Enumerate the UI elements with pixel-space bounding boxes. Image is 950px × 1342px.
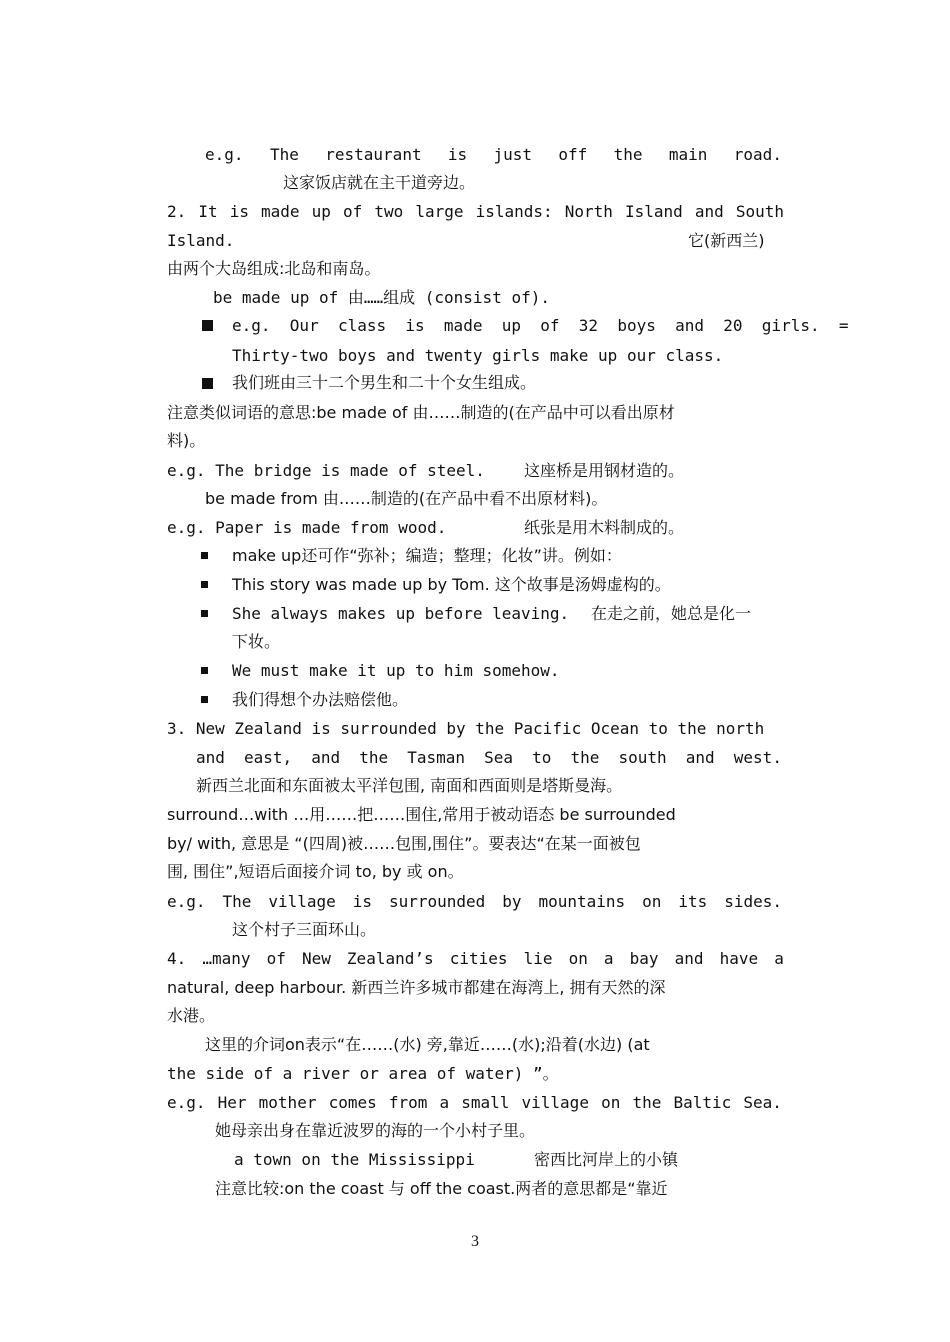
word: It: [198, 202, 218, 221]
bullet-square-icon: [202, 320, 213, 331]
word: 4.: [167, 949, 187, 968]
word: e.g.: [167, 1093, 206, 1112]
note-line: 围, 围住”,短语后面接介词 to, by 或 on。: [167, 862, 464, 881]
example-phrase: a town on the Mississippi: [234, 1150, 475, 1169]
word: on: [642, 892, 662, 911]
bullet-item: make up还可作“弥补；编造；整理；化妆”讲。例如：: [232, 546, 622, 565]
text-line: 水港。: [167, 1006, 216, 1025]
translation-line: 这家饭店就在主干道旁边。: [283, 173, 476, 192]
word: Sea.: [743, 1093, 782, 1112]
note-line: surround…with …用……把……围住,常用于被动语态 be surrounded: [167, 805, 676, 824]
example-sentence: [167, 892, 782, 912]
word: off: [558, 145, 588, 164]
point-3-heading-cont: [196, 748, 782, 768]
bullet-small-square-icon: [201, 552, 208, 559]
example-label: e.g.: [205, 145, 244, 164]
note-line: by/ with, 意思是 “(四周)被……包围,围住”。要表达“在某一面被包: [167, 834, 641, 853]
bullet-small-square-icon: [201, 581, 208, 588]
point-4-heading: [167, 949, 784, 969]
translation-line: 密西比河岸上的小镇: [534, 1150, 679, 1169]
word: surrounded: [388, 892, 486, 911]
word: and: [311, 748, 341, 767]
example-sentence: e.g. Paper is made from wood.: [167, 518, 447, 537]
word: a: [439, 1093, 450, 1112]
word: The: [270, 145, 299, 164]
word: e.g.: [167, 892, 206, 911]
word: is: [447, 145, 468, 164]
word: road.: [733, 145, 782, 164]
word: from: [388, 1093, 428, 1112]
note-line: 注意类似词语的意思:be made of 由……制造的(在产品中可以看出原材: [167, 403, 675, 422]
word: small: [461, 1093, 510, 1112]
word: and: [685, 748, 715, 767]
example-sentence: e.g. Our class is made up of 32 boys and 20 girls. =: [232, 316, 849, 335]
translation-line: 她母亲出身在靠近波罗的海的一个小村子里。: [215, 1121, 536, 1140]
word: bay: [629, 949, 659, 968]
word: Sea: [484, 748, 514, 767]
phrase-definition: be made up of 由……组成 (consist of).: [213, 288, 550, 307]
word: up: [311, 202, 331, 221]
point-2-heading: [167, 202, 784, 222]
word: a: [774, 949, 784, 968]
word: a: [603, 949, 614, 968]
translation-line: 这座桥是用钢材造的。: [524, 461, 685, 480]
word: mountains: [538, 892, 626, 911]
word: made: [261, 202, 300, 221]
word: 2.: [167, 202, 187, 221]
word: North: [564, 202, 613, 221]
bullet-item: We must make it up to him somehow.: [232, 661, 560, 680]
example-sentence: e.g. The bridge is made of steel.: [167, 461, 485, 480]
word: sides.: [724, 892, 782, 911]
example-sentence: [167, 1093, 782, 1113]
word: of: [342, 202, 363, 221]
word: and: [694, 202, 724, 221]
word: South: [735, 202, 784, 221]
word: cities: [449, 949, 508, 968]
word: village: [268, 892, 336, 911]
word: on: [568, 949, 588, 968]
note-line: 注意比较:on the coast 与 off the coast.两者的意思都是“靠近: [215, 1179, 668, 1198]
word: west.: [733, 748, 782, 767]
bullet-item: She always makes up before leaving.: [232, 604, 570, 623]
phrase-definition: be made from 由……制造的(在产品中看不出原材料)。: [205, 489, 608, 508]
word: comes: [328, 1093, 377, 1112]
bullet-item: 我们得想个办法赔偿他。: [232, 690, 409, 709]
word: lie: [523, 949, 553, 968]
bullet-small-square-icon: [201, 696, 208, 703]
word: the: [359, 748, 389, 767]
translation-line: 由两个大岛组成:北岛和南岛。: [167, 259, 381, 278]
word: and: [674, 949, 704, 968]
word: is: [352, 892, 372, 911]
translation-line: 新西兰北面和东面被太平洋包围, 南面和西面则是塔斯曼海。: [196, 776, 623, 795]
word: mother: [258, 1093, 317, 1112]
word: two: [374, 202, 404, 221]
word: just: [493, 145, 533, 164]
word: Baltic: [673, 1093, 732, 1112]
word: The: [222, 892, 252, 911]
note-line: 料)。: [167, 431, 206, 450]
word: have: [719, 949, 759, 968]
word: south: [618, 748, 667, 767]
word: Her: [217, 1093, 247, 1112]
translation-line: 我们班由三十二个男生和二十个女生组成。: [232, 373, 537, 392]
word: of: [266, 949, 286, 968]
word: main: [668, 145, 708, 164]
translation-line: 纸张是用木料制成的。: [524, 518, 685, 537]
word: is: [229, 202, 249, 221]
bullet-item: This story was made up by Tom. 这个故事是汤姆虚构的。: [232, 575, 671, 594]
bullet-small-square-icon: [201, 610, 208, 617]
word: restaurant: [325, 145, 422, 164]
translation-line: 这个村子三面环山。: [232, 920, 377, 939]
note-line: 这里的介词on表示“在……(水) 旁,靠近……(水);沿着(水边) (at: [205, 1035, 650, 1054]
text-line: natural, deep harbour. 新西兰许多城市都建在海湾上, 拥有天然的深: [167, 978, 666, 997]
word: its: [678, 892, 708, 911]
word: Zealand’s: [346, 949, 434, 968]
note-line: the side of a river or area of water) ”。: [167, 1064, 559, 1083]
word: by: [502, 892, 522, 911]
word: east,: [244, 748, 293, 767]
word: Tasman: [407, 748, 466, 767]
word: and: [196, 748, 225, 767]
word: village: [521, 1093, 589, 1112]
text-line: 它(新西兰): [688, 231, 765, 250]
word: on: [601, 1093, 621, 1112]
example-sentence: Thirty-two boys and twenty girls make up our class.: [232, 346, 724, 365]
word: Island: [624, 202, 683, 221]
page-number: 3: [471, 1233, 479, 1250]
word: the: [613, 145, 643, 164]
bullet-item: 在走之前，她总是化一: [591, 604, 752, 623]
bullet-item: 下妆。: [232, 632, 281, 651]
point-3-heading: 3. New Zealand is surrounded by the Pacific Ocean to the north: [167, 719, 765, 738]
word: large: [415, 202, 464, 221]
bullet-square-icon: [202, 378, 213, 389]
word: the: [632, 1093, 662, 1112]
word: …many: [202, 949, 251, 968]
word: to: [532, 748, 552, 767]
text-line: Island.: [167, 231, 235, 250]
bullet-small-square-icon: [201, 667, 208, 674]
example-sentence: [270, 145, 782, 165]
word: islands:: [475, 202, 553, 221]
word: New: [301, 949, 331, 968]
word: the: [570, 748, 600, 767]
